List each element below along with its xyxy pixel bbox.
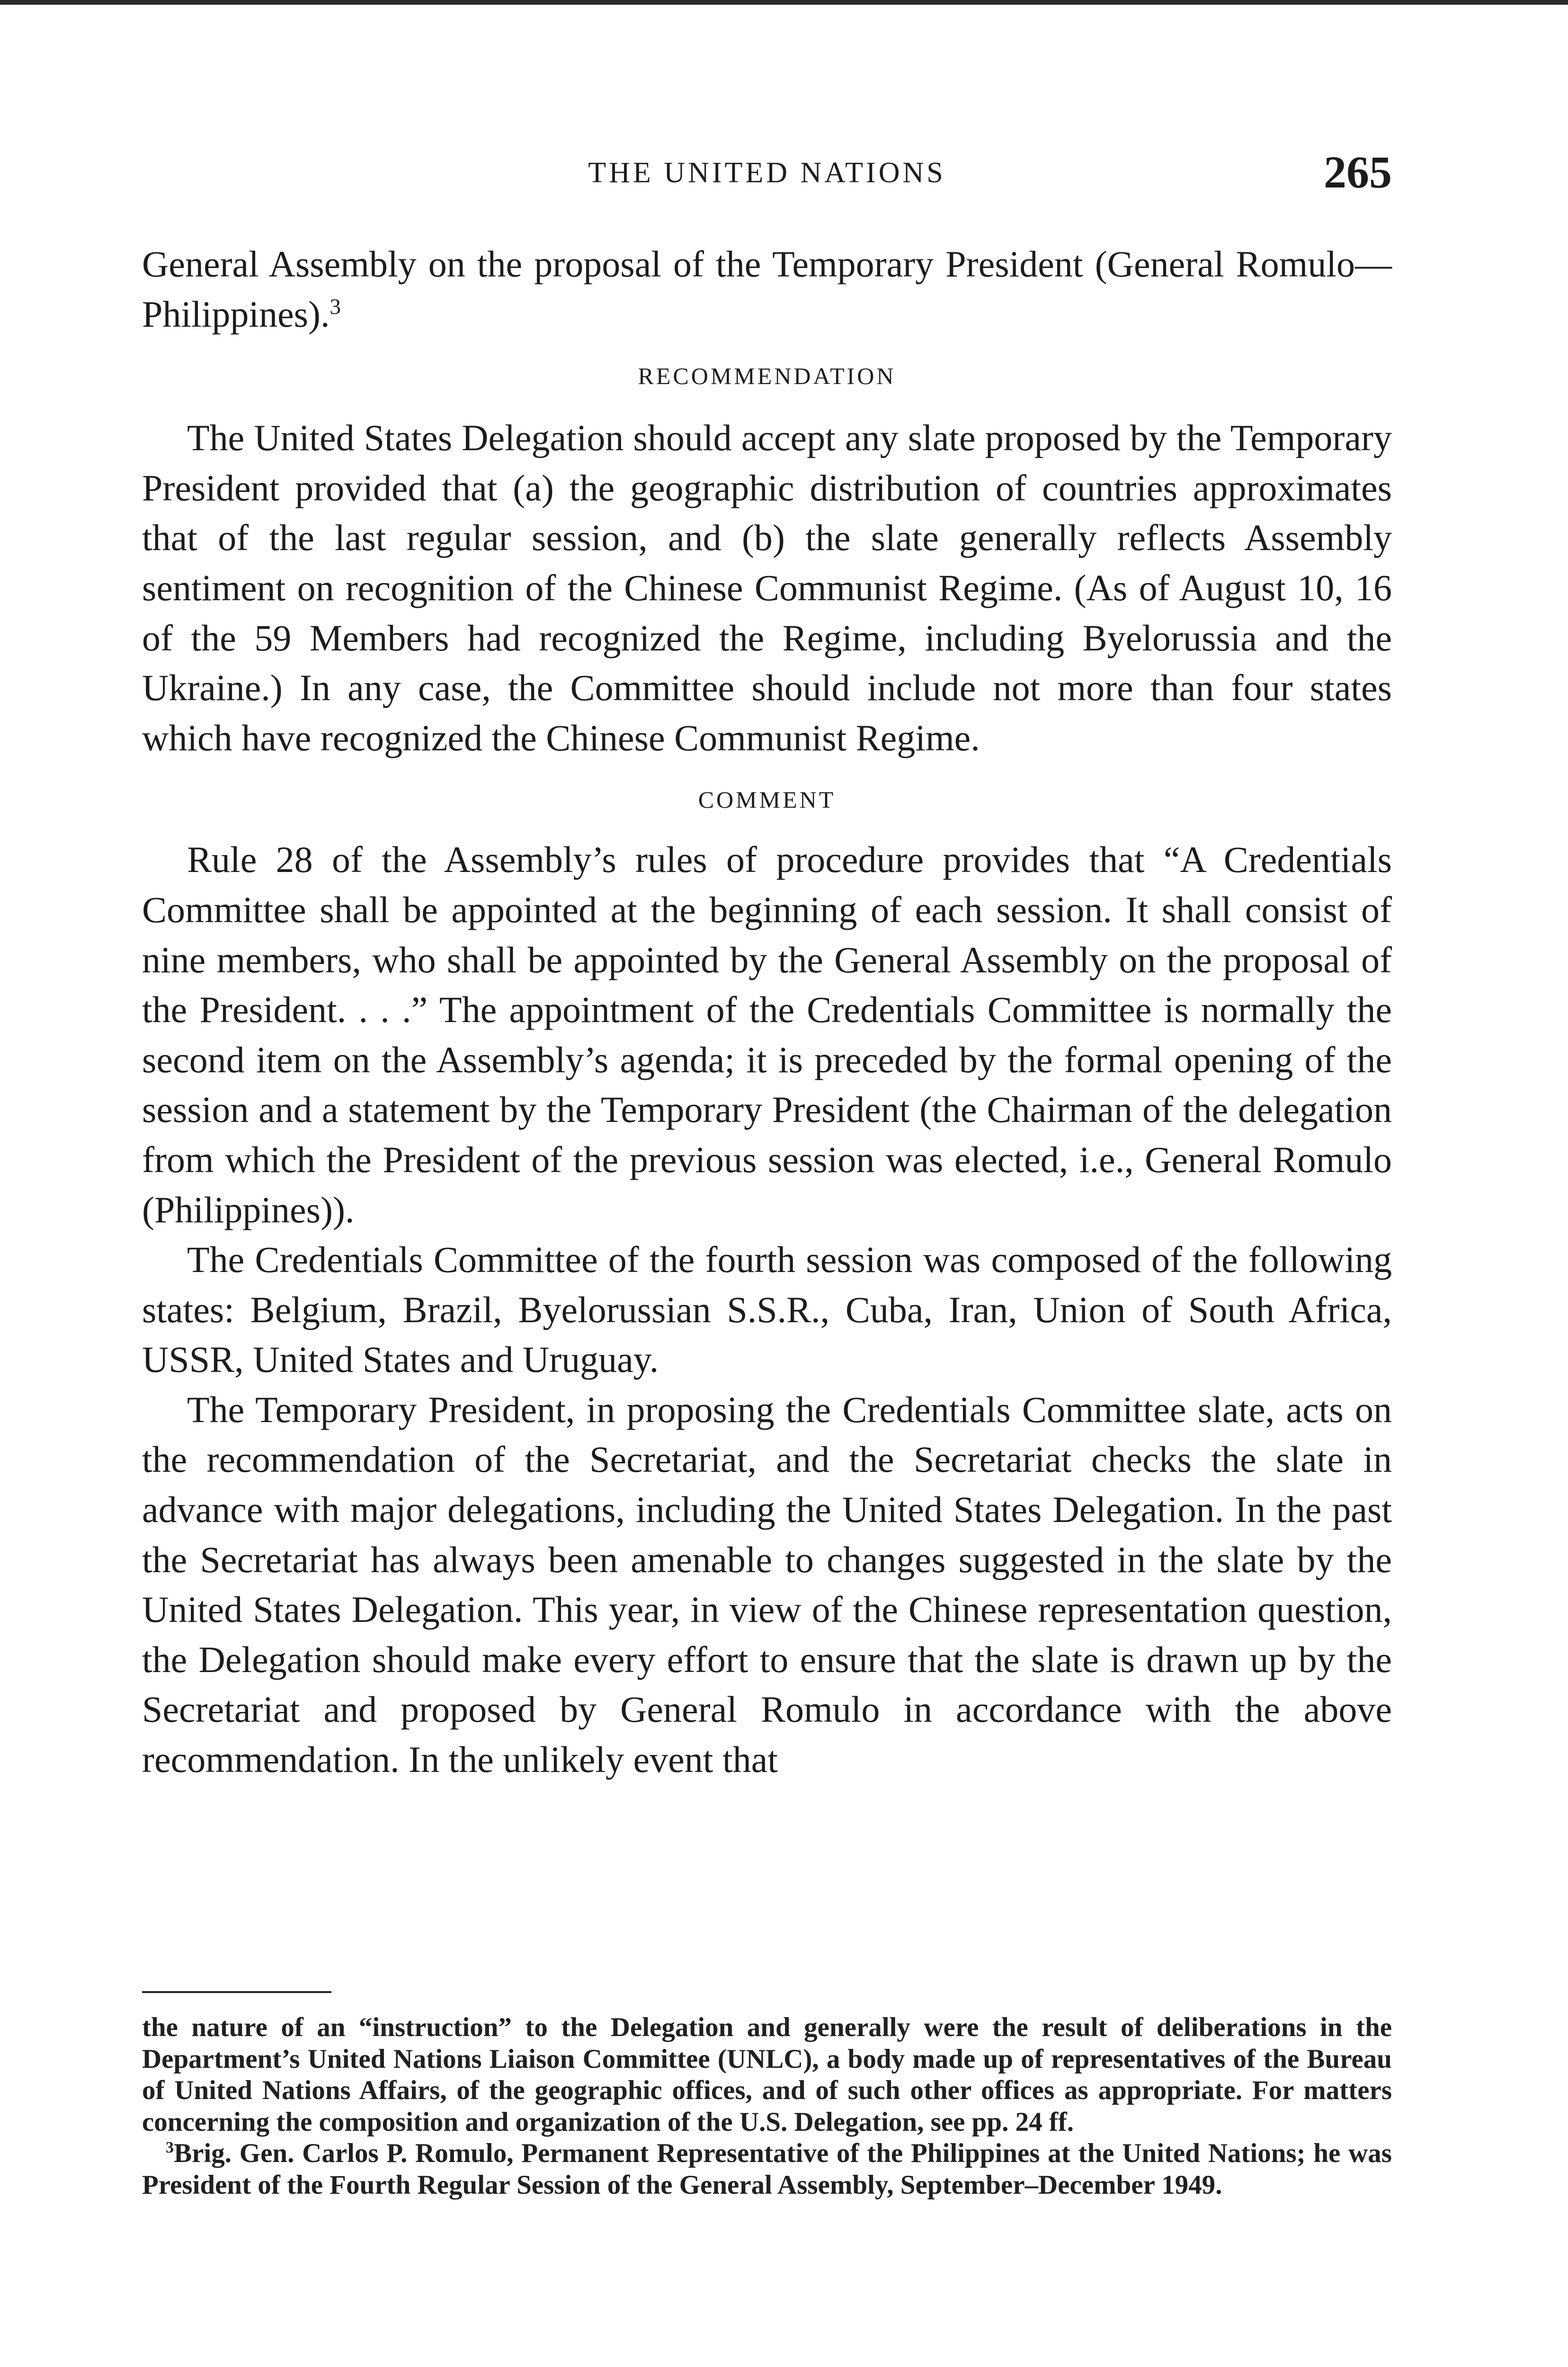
footnote-rule (142, 1991, 331, 1993)
comment-paragraph-2: The Credentials Committee of the fourth session was composed of the following states: Belgium, Brazil, Byelorussian S.S.R., Cuba, Iran, Union of South Africa, USSR, United States and Uruguay. (142, 1239, 1392, 1380)
page-body (142, 239, 1392, 1785)
footnote-3-marker: 3 (166, 2139, 174, 2156)
recommendation-heading: RECOMMENDATION (638, 363, 896, 390)
intro-text: General Assembly on the proposal of the Temporary President (General Romulo—Philippines). (142, 243, 1392, 335)
running-title: THE UNITED NATIONS (588, 157, 946, 189)
footnote-3 (142, 2138, 1392, 2201)
intro-paragraph (142, 239, 1392, 339)
footnote-3-text: Brig. Gen. Carlos P. Romulo, Permanent Representative of the Philippines at the United Nations; he was President of the Fourth Regular Session of the General Assembly, September–December 1949. (142, 2138, 1392, 2200)
comment-heading: COMMENT (698, 786, 836, 813)
scan-edge (0, 0, 1568, 5)
comment-paragraph-3: The Temporary President, in proposing the Credentials Committee slate, acts on the recommendation of the Secretariat, and the Secretariat checks the slate in advance with major delegations, including the United States Delegation. In the past the Secretariat has always been amenable to changes suggested in the slate by the United States Delegation. This year, in view of the Chinese representation question, the Delegation should make every effort to ensure that the slate is drawn up by the Secretariat and proposed by General Romulo in accordance with the above recommendation. In the unlikely event that (142, 1388, 1392, 1780)
page-number: 265 (1324, 147, 1392, 197)
footnote-ref-3: 3 (330, 294, 341, 319)
footnote-continued: the nature of an “instruction” to the Delegation and generally were the result of deliberations in the Department’s United Nations Liaison Committee (UNLC), a body made up of representatives of the Bureau of United Nations Affairs, of the geographic offices, and of such other offices as appropriate. For matters concerning the composition and organization of the U.S. Delegation, see pp. 24 ff. (142, 2012, 1392, 2137)
comment-paragraph-1: Rule 28 of the Assembly’s rules of procedure provides that “A Credentials Committee shall be appointed at the beginning of each session. It shall consist of nine members, who shall be appointed by the General Assembly on the proposal of the President. . . .” The appointment of the Credentials Committee is normally the second item on the Assembly’s agenda; it is preceded by the formal opening of the session and a statement by the Temporary President (the Chairman of the delegation from which the President of the previous session was elected, i.e., General Romulo (Philippines)). (142, 839, 1392, 1230)
running-head (142, 137, 1392, 208)
recommendation-paragraph: The United States Delegation should accept any slate proposed by the Temporary President provided that (a) the geographic distribution of countries approximates that of the last regular session, and (b) the slate generally reflects Assembly sentiment on recognition of the Chinese Communist Regime. (As of August 10, 16 of the 59 Members had recognized the Regime, including Byelorussia and the Ukraine.) In any case, the Committee should include not more than four states which have recognized the Chinese Communist Regime. (142, 417, 1392, 758)
footnotes (142, 2012, 1392, 2201)
